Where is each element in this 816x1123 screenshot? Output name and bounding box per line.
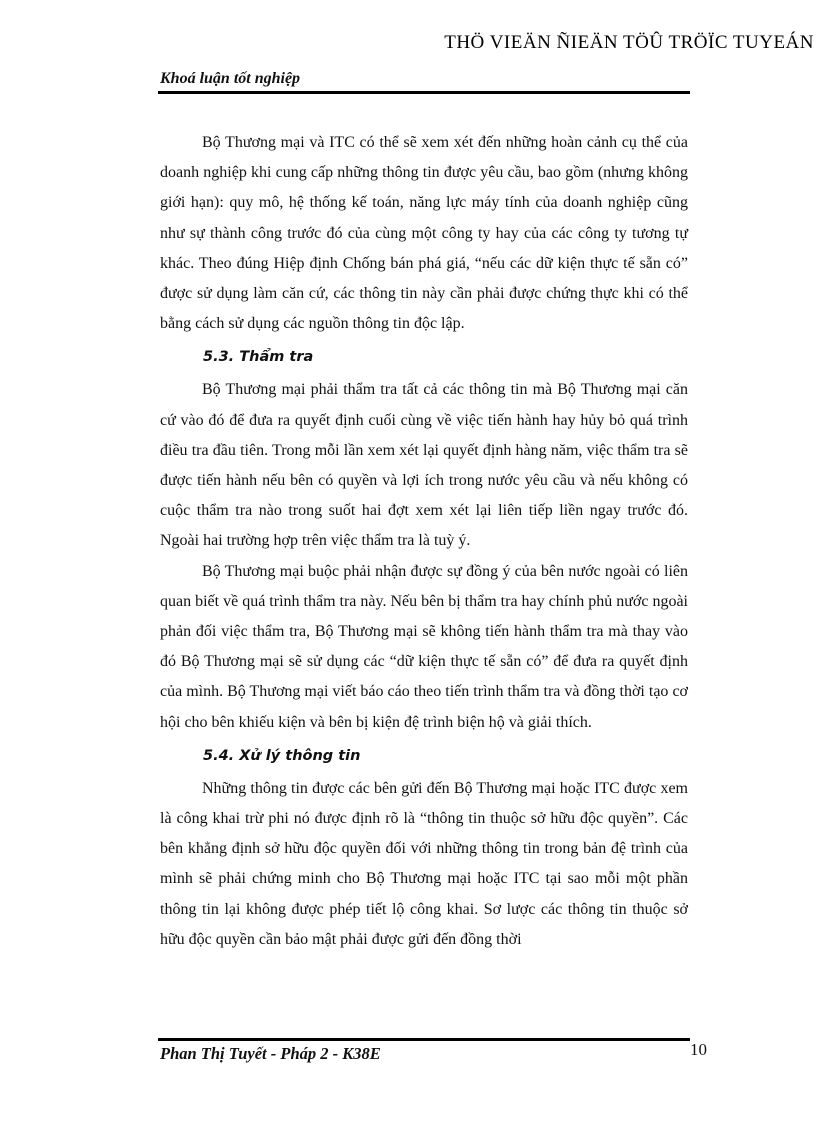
section-heading-5-3: 5.3. Thẩm tra (203, 349, 314, 366)
paragraph: Bộ Thương mại buộc phải nhận được sự đồng ý của bên nước ngoài có liên quan biết về quá trình thẩm tra này. Nếu bên bị thẩm tra hay chính phủ nước ngoài phản đối việc thẩm tra, Bộ Thương mại sẽ không tiến hành thẩm tra mà thay vào đó Bộ Thương mại sẽ sử dụng các “dữ kiện thực tế sẵn có” để đưa ra quyết định của mình. Bộ Thương mại viết báo cáo theo tiến trình thẩm tra và đồng thời tạo cơ hội cho bên khiếu kiện và bên bị kiện đệ trình biện hộ và giải thích. (160, 562, 688, 731)
header-title: Khoá luận tốt nghiệp (160, 70, 301, 87)
page-number: 10 (690, 1040, 707, 1059)
paragraph: Bộ Thương mại và ITC có thể sẽ xem xét đến những hoàn cảnh cụ thể của doanh nghiệp khi cung cấp những thông tin được yêu cầu, bao gồm (nhưng không giới hạn): quy mô, hệ thống kế toán, năng lực máy tính của doanh nghiệp cũng như sự thành công trước đó của cùng một công ty hay của các công ty tương tự khác. Theo đúng Hiệp định Chống bán phá giá, “nếu các dữ kiện thực tế sẵn có” được sử dụng làm căn cứ, các thông tin này cần phải được chứng thực khi có thể bằng cách sử dụng các nguồn thông tin độc lập. (160, 134, 688, 333)
library-banner: THÖ VIEÄN ÑIEÄN TÖÛ TRÖÏC TUYEÁN (444, 32, 814, 53)
header-divider (158, 91, 690, 94)
footer-author: Phan Thị Tuyết - Pháp 2 - K38E (160, 1044, 381, 1063)
document-body (160, 128, 688, 955)
paragraph: Bộ Thương mại phải thẩm tra tất cả các thông tin mà Bộ Thương mại căn cứ vào đó để đưa ra quyết định cuối cùng về việc tiến hành hay hủy bỏ quá trình điều tra đầu tiên. Trong mỗi lần xem xét lại quyết định hàng năm, việc thẩm tra sẽ được tiến hành nếu bên có quyền và lợi ích trong nước yêu cầu và nếu không có cuộc thẩm tra nào trong suốt hai đợt xem xét lại liên tiếp liền ngay trước đó. Ngoài hai trường hợp trên việc thẩm tra là tuỳ ý. (160, 381, 688, 550)
footer-divider (158, 1038, 690, 1041)
paragraph: Những thông tin được các bên gửi đến Bộ Thương mại hoặc ITC được xem là công khai trừ phi nó được định rõ là “thông tin thuộc sở hữu độc quyền”. Các bên khẳng định sở hữu độc quyền đối với những thông tin trong bản đệ trình của mình sẽ phải chứng minh cho Bộ Thương mại hoặc ITC tại sao mỗi một phần thông tin lại không được phép tiết lộ công khai. Sơ lược các thông tin thuộc sở hữu độc quyền cần bảo mật phải được gửi đến đồng thời (160, 779, 688, 948)
section-heading-5-4: 5.4. Xử lý thông tin (203, 747, 361, 764)
